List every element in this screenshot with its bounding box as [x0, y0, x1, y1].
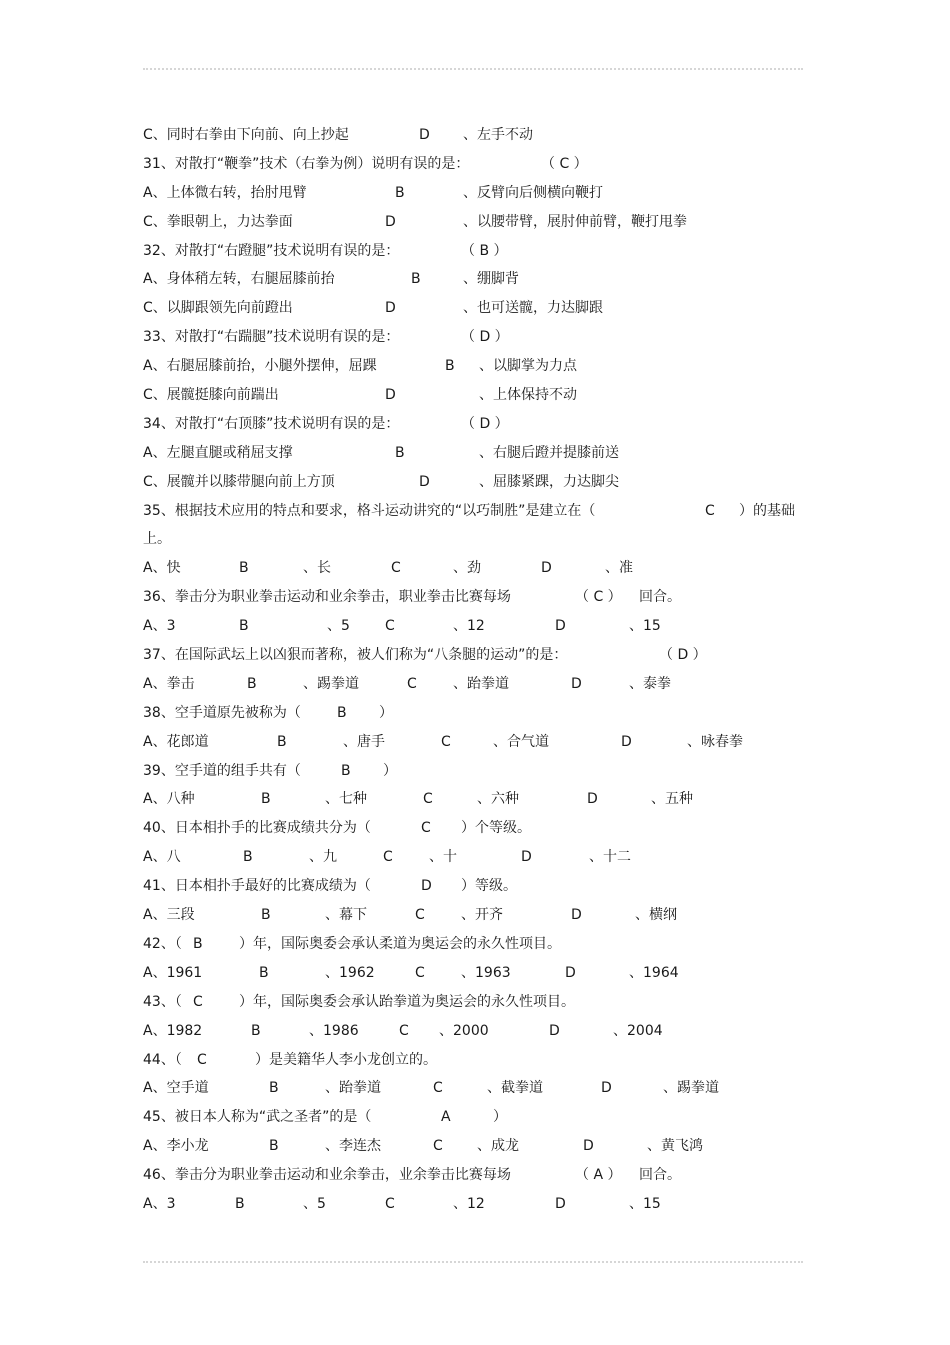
text-segment: 、12 — [453, 1195, 485, 1212]
text-segment: C — [385, 618, 395, 635]
question-line — [143, 988, 813, 1017]
options-line — [143, 728, 813, 757]
options-line — [143, 352, 813, 381]
options-line — [143, 294, 813, 323]
text-segment: 、幕下 — [325, 907, 367, 924]
text-segment: B — [239, 560, 249, 577]
text-segment: 、1963 — [461, 964, 511, 981]
text-segment: 35、根据技术应用的特点和要求，格斗运动讲究的“以巧制胜”是建立在（ — [143, 502, 596, 519]
text-segment: 、屈膝紧踝，力达脚尖 — [479, 473, 619, 490]
options-line — [143, 1190, 813, 1219]
options-line — [143, 1017, 813, 1046]
text-segment: B — [337, 704, 347, 721]
text-segment: C — [415, 964, 425, 981]
text-segment: 、上体保持不动 — [479, 387, 577, 404]
text-segment: 、15 — [629, 1195, 661, 1212]
text-segment: 、劲 — [453, 560, 481, 577]
question-line — [143, 757, 813, 786]
text-segment: B — [261, 907, 271, 924]
text-segment: B — [259, 964, 269, 981]
options-line — [143, 468, 813, 497]
text-segment: C、展髋并以膝带腿向前上方顶 — [143, 473, 335, 490]
text-segment: D — [587, 791, 598, 808]
text-segment: 34、对散打“右顶膝”技术说明有误的是： — [143, 415, 400, 432]
text-segment: B — [251, 1022, 261, 1039]
question-line — [143, 814, 813, 843]
text-segment: ）年，国际奥委会承认柔道为奥运会的永久性项目。 — [239, 935, 561, 952]
text-segment: C — [391, 560, 401, 577]
text-segment: 、以脚掌为力点 — [479, 358, 577, 375]
text-segment: B — [269, 1080, 279, 1097]
text-segment: 、成龙 — [477, 1138, 519, 1155]
options-line — [143, 265, 813, 294]
text-segment: B — [269, 1138, 279, 1155]
text-segment: A、1982 — [143, 1022, 203, 1039]
text-segment: A、拳击 — [143, 675, 195, 692]
text-segment: 、黄飞鸿 — [647, 1138, 703, 1155]
text-segment: D — [583, 1138, 594, 1155]
text-segment: 32、对散打“右蹬腿”技术说明有误的是： — [143, 242, 400, 259]
text-segment: 、七种 — [325, 791, 367, 808]
text-segment: 46、拳击分为职业拳击运动和业余拳击，业余拳击比赛每场 — [143, 1167, 511, 1184]
text-segment: 、九 — [309, 849, 337, 866]
text-segment: C、拳眼朝上，力达拳面 — [143, 213, 293, 230]
text-segment: 39、空手道的组手共有（ — [143, 762, 301, 779]
text-segment: C — [433, 1138, 443, 1155]
text-segment: 、唐手 — [343, 733, 385, 750]
text-segment: D — [549, 1022, 560, 1039]
text-segment: 36、拳击分为职业拳击运动和业余拳击，职业拳击比赛每场 — [143, 589, 511, 606]
text-segment: C — [433, 1080, 443, 1097]
text-segment: 、截拳道 — [487, 1080, 543, 1097]
text-segment: （ C ） — [575, 589, 622, 606]
text-segment: A、上体微右转，抬肘甩臂 — [143, 184, 307, 201]
text-segment: D — [385, 300, 396, 317]
text-segment: 38、空手道原先被称为（ — [143, 704, 301, 721]
text-segment: 41、日本相扑手最好的比赛成绩为（ — [143, 878, 371, 895]
text-segment: C — [407, 675, 417, 692]
options-line — [143, 1074, 813, 1103]
text-segment: 、五种 — [651, 791, 693, 808]
text-segment: ） — [493, 1109, 507, 1126]
options-line — [143, 121, 813, 150]
text-segment: C — [441, 733, 451, 750]
text-segment: ）等级。 — [461, 878, 517, 895]
text-segment: 43、（ — [143, 993, 182, 1010]
footer-divider — [143, 1261, 803, 1263]
text-segment: C — [415, 907, 425, 924]
options-line — [143, 785, 813, 814]
text-segment: 、长 — [303, 560, 331, 577]
question-line — [143, 1103, 813, 1132]
text-segment: 、12 — [453, 618, 485, 635]
question-line — [143, 930, 813, 959]
text-segment: A、1961 — [143, 964, 203, 981]
text-segment: B — [395, 444, 405, 461]
text-segment: D — [621, 733, 632, 750]
text-segment: D — [571, 907, 582, 924]
text-segment: D — [541, 560, 552, 577]
text-segment: A、八 — [143, 849, 181, 866]
text-segment: 、1986 — [309, 1022, 359, 1039]
text-segment: 、六种 — [477, 791, 519, 808]
text-segment: C、以脚跟领先向前蹬出 — [143, 300, 293, 317]
text-segment: 、合气道 — [493, 733, 549, 750]
text-segment: A、3 — [143, 618, 176, 635]
text-segment: A、空手道 — [143, 1080, 209, 1097]
text-segment: ）年，国际奥委会承认跆拳道为奥运会的永久性项目。 — [239, 993, 575, 1010]
text-segment: 、右腿后蹬并提膝前送 — [479, 444, 619, 461]
text-segment: C — [193, 993, 203, 1010]
text-segment: B — [235, 1195, 245, 1212]
text-segment: 、开齐 — [461, 907, 503, 924]
text-segment: 44、（ — [143, 1051, 182, 1068]
text-segment: A、身体稍左转，右腿屈膝前抬 — [143, 271, 335, 288]
text-segment: 、十二 — [589, 849, 631, 866]
text-segment: 37、在国际武坛上以凶狠而著称，被人们称为“八条腿的运动”的是： — [143, 647, 568, 664]
text-segment: D — [555, 1195, 566, 1212]
text-segment: C — [383, 849, 393, 866]
text-segment: B — [243, 849, 253, 866]
text-segment: （ A ） — [575, 1167, 622, 1184]
text-segment: B — [193, 935, 203, 952]
text-segment: C — [705, 502, 715, 519]
options-line — [143, 381, 813, 410]
text-segment: ）是美籍华人李小龙创立的。 — [255, 1051, 437, 1068]
text-segment: C — [385, 1195, 395, 1212]
text-segment: 、2000 — [439, 1022, 489, 1039]
text-segment: B — [261, 791, 271, 808]
text-segment: 、15 — [629, 618, 661, 635]
text-segment: 、李连杰 — [325, 1138, 381, 1155]
document-body — [143, 121, 813, 1219]
text-segment: 33、对散打“右踹腿”技术说明有误的是： — [143, 329, 400, 346]
text-segment: 40、日本相扑手的比赛成绩共分为（ — [143, 820, 371, 837]
text-segment: 、反臂向后侧横向鞭打 — [463, 184, 603, 201]
text-segment: A、李小龙 — [143, 1138, 209, 1155]
question-line — [143, 323, 813, 352]
question-line — [143, 699, 813, 728]
text-segment: 、咏春拳 — [687, 733, 743, 750]
question-line — [143, 237, 813, 266]
text-segment: A、三段 — [143, 907, 195, 924]
text-segment: 、踢拳道 — [663, 1080, 719, 1097]
text-segment: 、以腰带臂，展肘伸前臂，鞭打甩拳 — [463, 213, 687, 230]
text-segment: C — [399, 1022, 409, 1039]
text-segment: 、左手不动 — [463, 127, 533, 143]
text-segment: 31、对散打“鞭拳”技术（右拳为例）说明有误的是： — [143, 155, 470, 172]
text-segment: B — [341, 762, 351, 779]
text-segment: 、也可送髋，力达脚跟 — [463, 300, 603, 317]
continuation-line — [143, 525, 813, 554]
question-line — [143, 1161, 813, 1190]
text-segment: C、展髋挺膝向前踹出 — [143, 387, 279, 404]
text-segment: 42、（ — [143, 935, 182, 952]
options-line — [143, 670, 813, 699]
options-line — [143, 208, 813, 237]
text-segment: D — [419, 127, 430, 143]
options-line — [143, 843, 813, 872]
text-segment: B — [395, 184, 405, 201]
text-segment: 、横纲 — [635, 907, 677, 924]
options-line — [143, 1132, 813, 1161]
text-segment: 、跆拳道 — [325, 1080, 381, 1097]
text-segment: （ D ） — [461, 329, 509, 346]
text-segment: 、5 — [327, 618, 350, 635]
options-line — [143, 959, 813, 988]
text-segment: D — [385, 387, 396, 404]
text-segment: ） — [379, 704, 393, 721]
text-segment: C — [197, 1051, 207, 1068]
text-segment: 上。 — [143, 531, 171, 548]
text-segment: B — [239, 618, 249, 635]
options-line — [143, 901, 813, 930]
text-segment: 、绷脚背 — [463, 271, 519, 288]
text-segment: A、花郎道 — [143, 733, 209, 750]
header-divider — [143, 68, 803, 70]
text-segment: 回合。 — [639, 589, 681, 606]
options-line — [143, 554, 813, 583]
text-segment: 、十 — [429, 849, 457, 866]
question-line — [143, 1046, 813, 1075]
text-segment: B — [247, 675, 257, 692]
text-segment: A、快 — [143, 560, 181, 577]
text-segment: 45、被日本人称为“武之圣者”的是（ — [143, 1109, 372, 1126]
text-segment: 、泰拳 — [629, 675, 671, 692]
question-line — [143, 410, 813, 439]
text-segment: 、1962 — [325, 964, 375, 981]
text-segment: ）的基础 — [739, 502, 795, 519]
text-segment: 、1964 — [629, 964, 679, 981]
options-line — [143, 439, 813, 468]
text-segment: D — [565, 964, 576, 981]
text-segment: 、踢拳道 — [303, 675, 359, 692]
text-segment: D — [555, 618, 566, 635]
text-segment: D — [419, 473, 430, 490]
text-segment: （ D ） — [461, 415, 509, 432]
text-segment: B — [277, 733, 287, 750]
text-segment: （ C ） — [541, 155, 588, 172]
text-segment: D — [521, 849, 532, 866]
text-segment: 、准 — [605, 560, 633, 577]
text-segment: A、八种 — [143, 791, 195, 808]
question-line — [143, 150, 813, 179]
text-segment: B — [411, 271, 421, 288]
text-segment: D — [571, 675, 582, 692]
text-segment: C — [423, 791, 433, 808]
text-segment: 、跆拳道 — [453, 675, 509, 692]
question-line — [143, 583, 813, 612]
text-segment: C、同时右拳由下向前、向上抄起 — [143, 127, 349, 143]
text-segment: A、右腿屈膝前抬，小腿外摆伸，屈踝 — [143, 358, 377, 375]
text-segment: A、3 — [143, 1195, 176, 1212]
options-line — [143, 612, 813, 641]
text-segment: 回合。 — [639, 1167, 681, 1184]
text-segment: 、5 — [303, 1195, 326, 1212]
text-segment: （ D ） — [659, 647, 707, 664]
text-segment: B — [445, 358, 455, 375]
question-line — [143, 497, 813, 526]
text-segment: A、左腿直腿或稍屈支撑 — [143, 444, 293, 461]
question-line — [143, 872, 813, 901]
text-segment: A — [441, 1109, 451, 1126]
options-line — [143, 179, 813, 208]
text-segment: C — [421, 820, 431, 837]
text-segment: D — [385, 213, 396, 230]
text-segment: ）个等级。 — [461, 820, 531, 837]
text-segment: 、2004 — [613, 1022, 663, 1039]
text-segment: D — [421, 878, 432, 895]
text-segment: ） — [383, 762, 397, 779]
text-segment: （ B ） — [461, 242, 508, 259]
question-line — [143, 641, 813, 670]
text-segment: D — [601, 1080, 612, 1097]
